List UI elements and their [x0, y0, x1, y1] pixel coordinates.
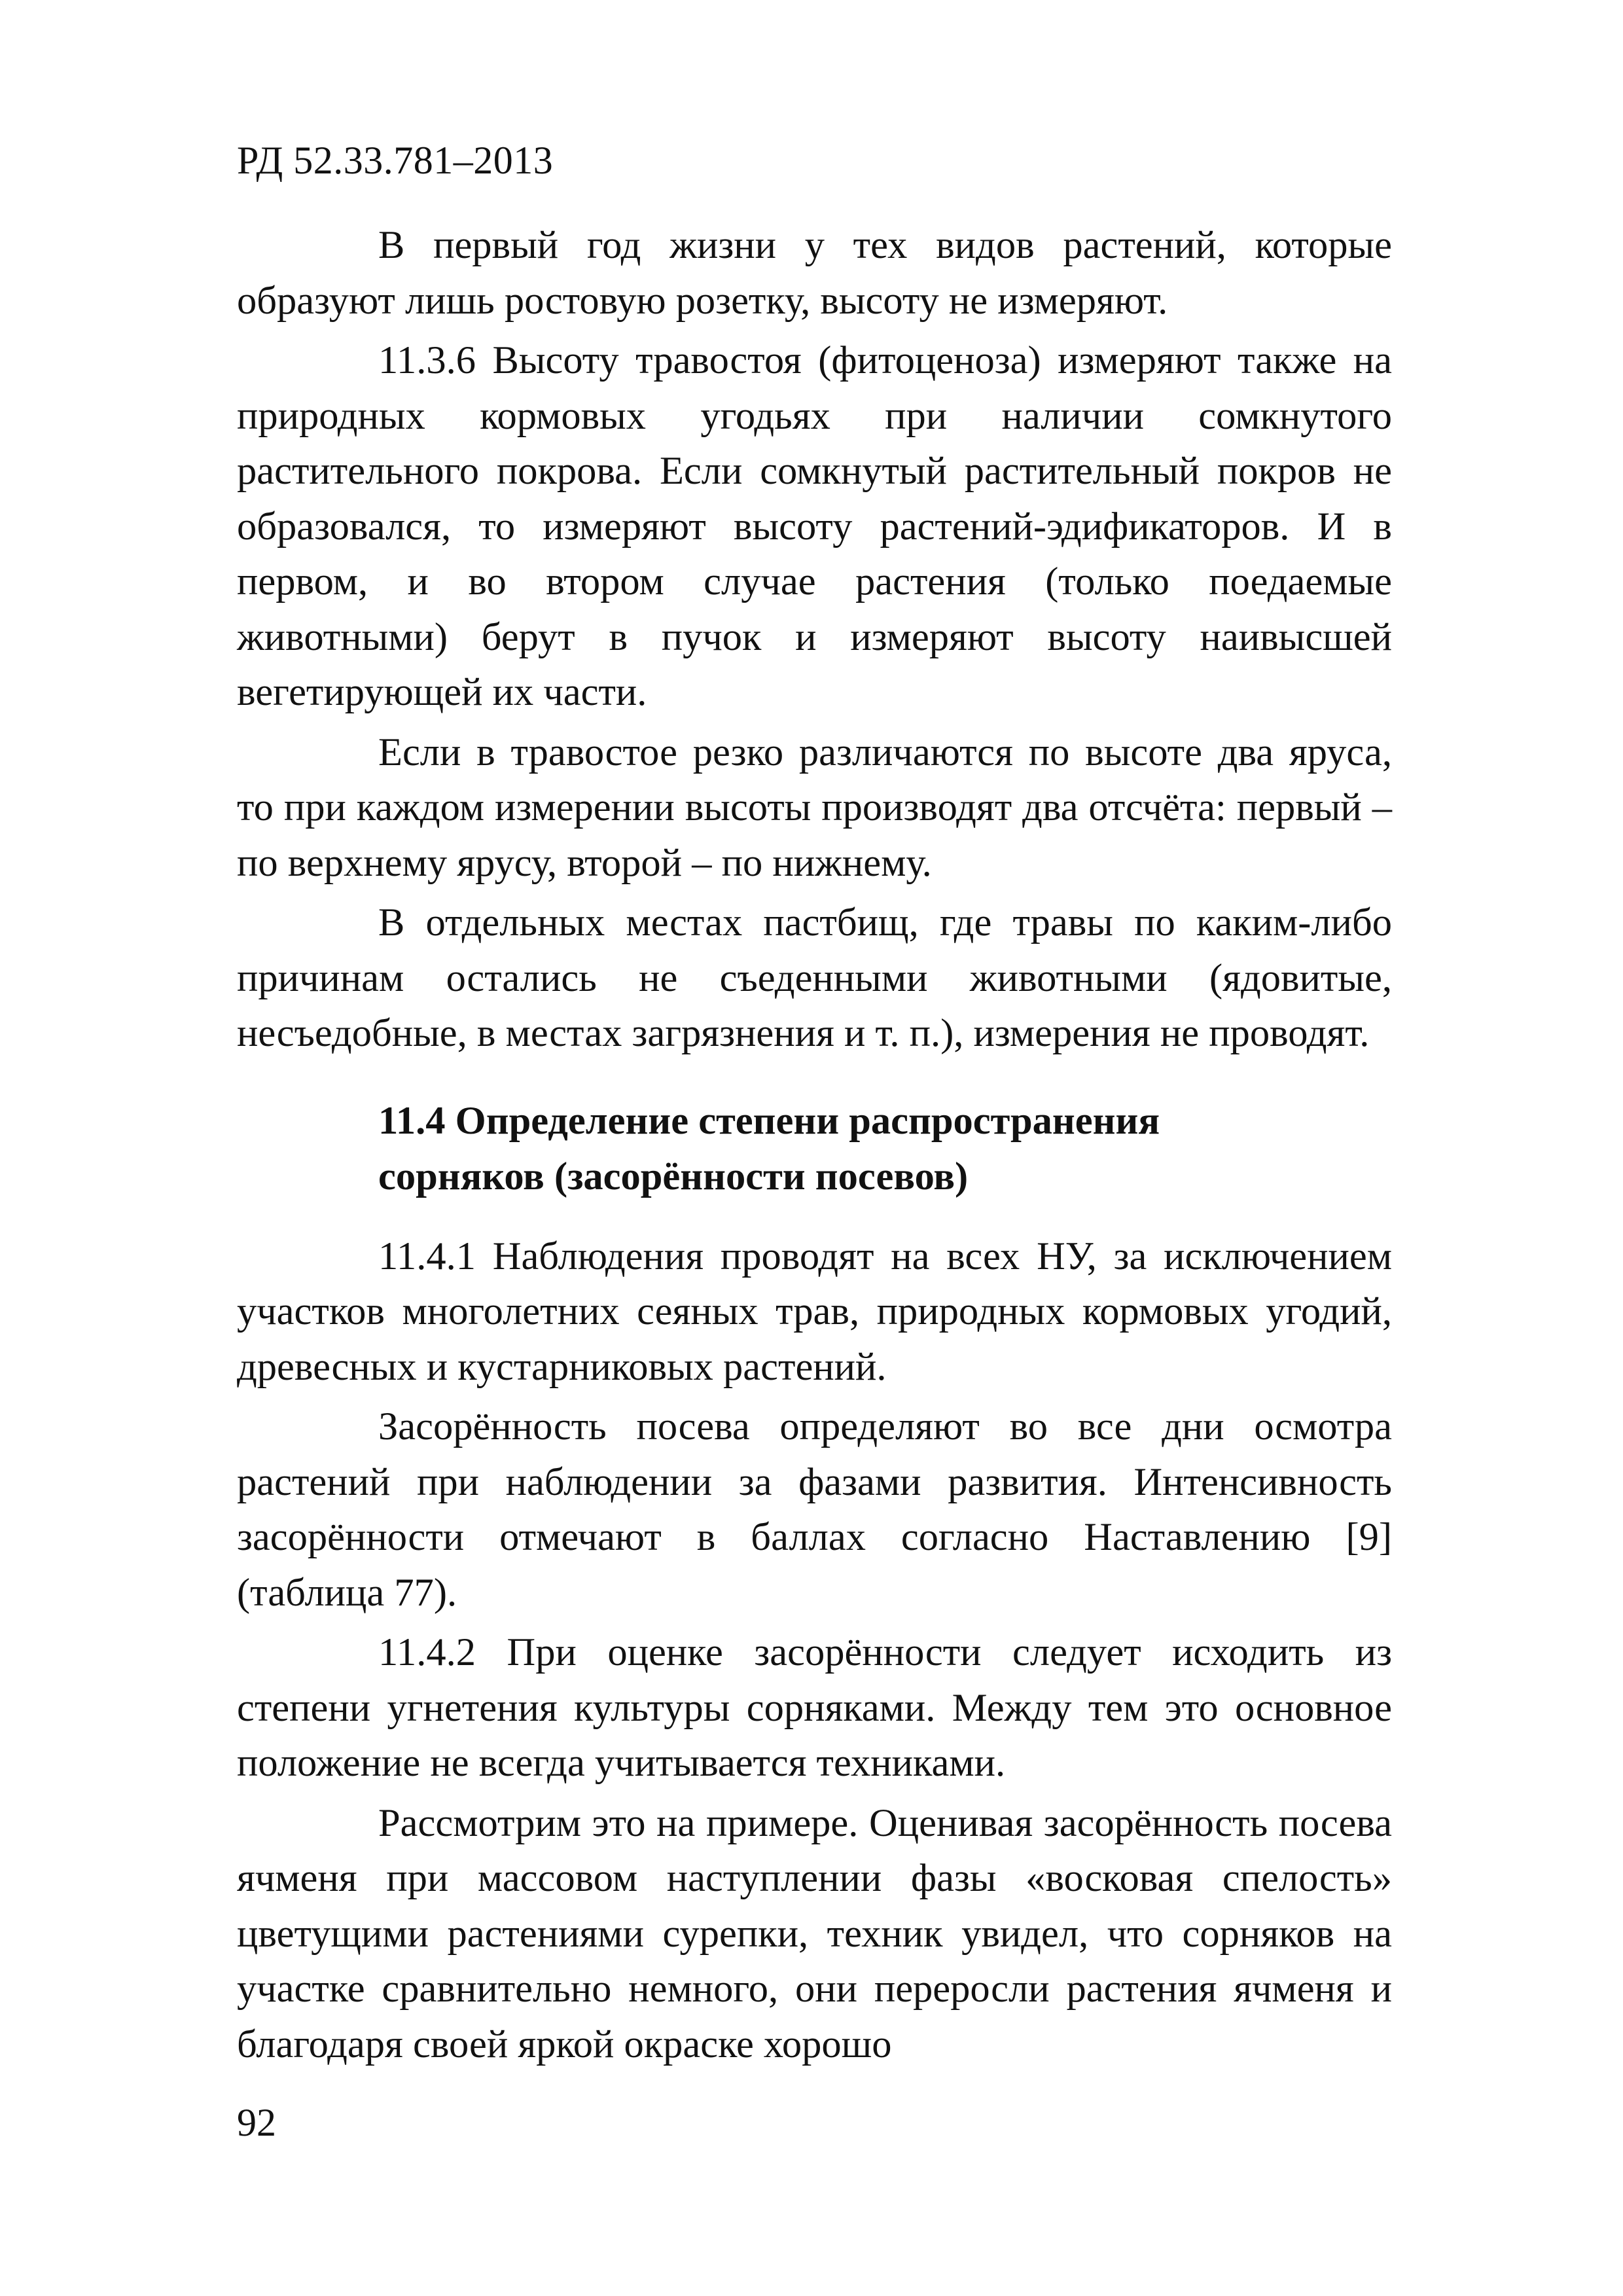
paragraph: 11.4.1 Наблюдения проводят на всех НУ, за исключением участков многолетних сеяных трав, природных кормовых угодий, древесных и кустарниковых растений.: [237, 1234, 1392, 1389]
section-heading-line-2: сорняков (засорённости посевов): [378, 1154, 969, 1198]
paragraph: В первый год жизни у тех видов растений, которые образуют лишь ростовую розетку, высоту не измеряют.: [237, 223, 1392, 323]
page-number: 92: [237, 2101, 276, 2144]
paragraph: Засорённость посева определяют во все дни осмотра растений при наблюдении за фазами развития. Интенсивность засорённости отмечают в баллах согласно Наставлению [9] (таблица 77).: [237, 1405, 1392, 1615]
paragraph: В отдельных местах пастбищ, где травы по каким-либо причинам остались не съеденными животными (ядовитые, несъедобные, в местах загрязнения и т. п.), измерения не проводят.: [237, 901, 1392, 1055]
paragraph: Если в травостое резко различаются по высоте два яруса, то при каждом измерении высоты производят два отсчёта: первый – по верхнему ярусу, второй – по нижнему.: [237, 730, 1392, 885]
paragraph: Рассмотрим это на примере. Оценивая засорённость посева ячменя при массовом наступлении фазы «восковая спелость» цветущими растениями сурепки, техник увидел, что сорняков на участке сравнительно немного, они переросли растения ячменя и благодаря своей яркой окраске хорошо: [237, 1801, 1392, 2066]
paragraph: 11.4.2 При оценке засорённости следует исходить из степени угнетения культуры сорняками. Между тем это основное положение не всегда учитывается техниками.: [237, 1630, 1392, 1785]
body-text: [237, 218, 1392, 2077]
paragraph: 11.3.6 Высоту травостоя (фитоценоза) измеряют также на природных кормовых угодьях при наличии сомкнутого растительного покрова. Если сомкнутый растительный покров не образовался, то измеряют высоту растений-эдификаторов. И в первом, и во втором случае растения (только поедаемые животными) берут в пучок и измеряют высоту наивысшей вегетирующей их части.: [237, 338, 1392, 714]
section-heading: [378, 1093, 1392, 1204]
document-code-header: РД 52.33.781–2013: [237, 139, 554, 182]
section-heading-line-1: 11.4 Определение степени распространения: [378, 1098, 1160, 1143]
